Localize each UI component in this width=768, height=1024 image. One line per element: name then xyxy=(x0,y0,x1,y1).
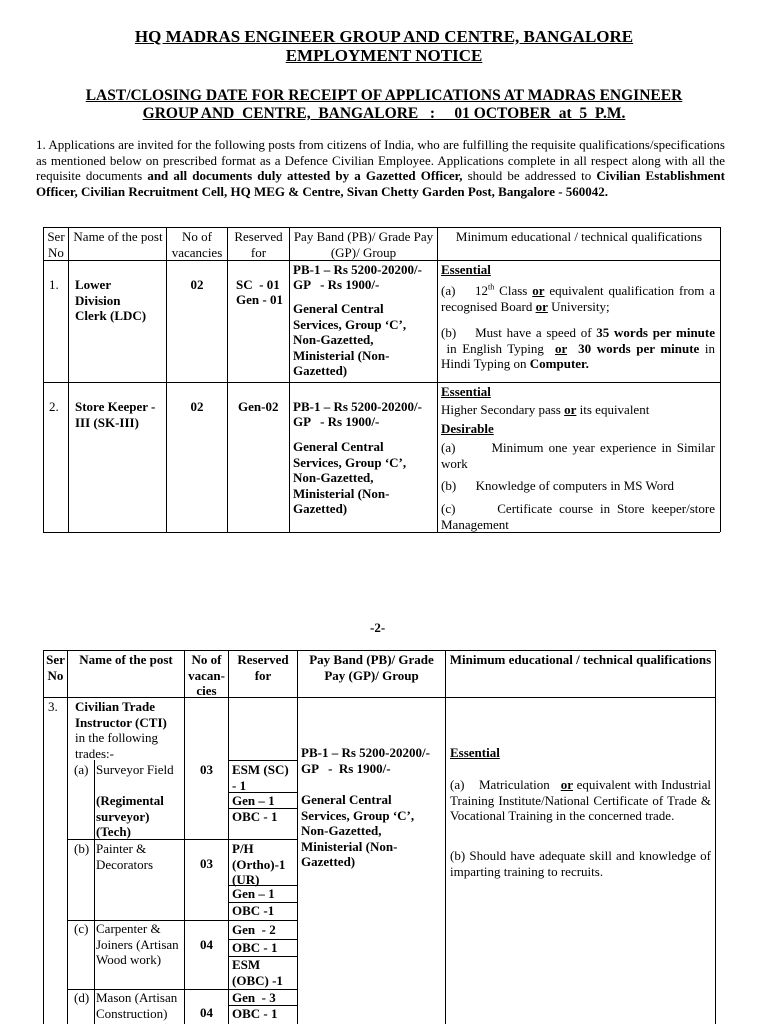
intro-paragraph xyxy=(36,137,725,199)
t1-row1-ser: 1. xyxy=(49,277,59,292)
t2-header-vacancies: No of vacan- cies xyxy=(188,652,225,698)
closing-date-line2: GROUP AND CENTRE, BANGALORE : 01 OCTOBER at 5 P.M. xyxy=(142,105,626,122)
intro-attestation: and all documents duly attested by a Gazetted Officer, xyxy=(147,168,463,183)
trade-a-reserved-2: Gen – 1 xyxy=(232,793,275,808)
t1-header-pay: Pay Band (PB)/ Grade Pay (GP)/ Group xyxy=(293,229,434,260)
t1-row2-essential-text: Higher Secondary pass or its equivalent xyxy=(441,402,650,417)
t2-row3-essential-heading: Essential xyxy=(450,745,500,760)
trade-c-reserved-1: Gen - 2 xyxy=(232,922,276,937)
t1-header-qualifications: Minimum educational / technical qualifications xyxy=(455,229,703,244)
trade-a-letter: (a) xyxy=(74,762,89,777)
trade-c-name: Carpenter & Joiners (Artisan Wood work) xyxy=(96,921,179,967)
t1-header-ser: Ser No xyxy=(47,229,65,260)
trade-b-reserved-1: P/H (Ortho)-1 (UR) xyxy=(232,841,286,887)
trade-a-reserved-1: ESM (SC) - 1 xyxy=(232,762,289,793)
trade-d-reserved-2: OBC - 1 xyxy=(232,1006,278,1021)
t1-row1-reserved-gen: Gen - 01 xyxy=(236,292,283,307)
t1-row1-group: General Central Services, Group ‘C’, Non-Gazetted, Ministerial (Non- Gazetted) xyxy=(293,301,407,378)
t2-row3-group: General Central Services, Group ‘C’, Non-Gazetted, Ministerial (Non- Gazetted) xyxy=(301,792,415,869)
t1-row1-payband: PB-1 – Rs 5200-20200/- xyxy=(293,262,422,277)
t1-row1-post: Lower Division Clerk (LDC) xyxy=(75,277,147,323)
trade-d-letter: (d) xyxy=(74,990,90,1005)
t2-row3-gradepay: GP - Rs 1900/- xyxy=(301,761,391,776)
t2-header-pay: Pay Band (PB)/ Grade Pay (GP)/ Group xyxy=(309,652,434,683)
intro-address: Civilian Establishment Officer, Civilian Recruitment Cell, HQ MEG & Centre, Sivan Chetty Garden Post, Bangalore - 560042. xyxy=(36,168,725,199)
t1-row1-qualification-a: (a) 12th Class or equivalent qualification from a recognised Board or University; xyxy=(441,282,715,314)
t1-row2-post: Store Keeper - III (SK-III) xyxy=(75,399,156,430)
trade-b-letter: (b) xyxy=(74,841,90,856)
trade-b-reserved-2: Gen – 1 xyxy=(232,886,275,901)
t1-row2-payband: PB-1 – Rs 5200-20200/- xyxy=(293,399,422,414)
trade-c-letter: (c) xyxy=(74,921,89,936)
intro-text-2: should be addressed to xyxy=(462,168,597,183)
t1-row2-desirable-heading: Desirable xyxy=(441,421,494,436)
t1-header-reserved: Reserved for xyxy=(234,229,283,260)
t1-row2-desirable-b: (b) Knowledge of computers in MS Word xyxy=(441,478,675,493)
trade-a-designation: (Regimental surveyor) (Tech) xyxy=(96,793,164,839)
t1-row1-qualification-b: (b) Must have a speed of 35 words per minute in English Typing or 30 words per minute in Hindi Typing on Computer. xyxy=(441,325,715,371)
t2-row3-payband: PB-1 – Rs 5200-20200/- xyxy=(301,745,430,760)
t2-row3-title: Civilian Trade Instructor (CTI) xyxy=(75,699,167,730)
trade-c-vacancies: 04 xyxy=(200,937,213,952)
trade-a-reserved-3: OBC - 1 xyxy=(232,809,278,824)
page-number: -2- xyxy=(370,620,386,635)
t2-header-ser: Ser No xyxy=(46,652,65,683)
t1-row1-reserved-sc: SC - 01 xyxy=(236,277,280,292)
intro-text-1: 1. Applications are invited for the following posts from citizens of India, who are fulfilling the requisite qualifications/specifications as mentioned below on prescribed format as a Defence Civilian Employee. Applications complete in all respect along with all the requisite documents xyxy=(36,137,725,183)
closing-date-line1: LAST/CLOSING DATE FOR RECEIPT OF APPLICATIONS AT MADRAS ENGINEER xyxy=(85,87,683,104)
trade-b-reserved-3: OBC -1 xyxy=(232,903,275,918)
t1-row2-group: General Central Services, Group ‘C’, Non-Gazetted, Ministerial (Non- Gazetted) xyxy=(293,439,407,516)
t2-header-reserved: Reserved for xyxy=(237,652,289,683)
t2-row3-subtitle: in the following trades:- xyxy=(75,730,159,761)
t1-row1-essential-heading: Essential xyxy=(441,262,491,277)
trade-a-name: Surveyor Field xyxy=(96,762,174,777)
trade-d-name: Mason (Artisan Construction) xyxy=(96,990,178,1021)
t1-row2-desirable-a: (a) Minimum one year experience in Similar work xyxy=(441,440,719,471)
t1-row2-gradepay: GP - Rs 1900/- xyxy=(293,414,380,429)
trade-c-reserved-3: ESM (OBC) -1 xyxy=(232,957,283,988)
t2-row3-qualification-a: (a) Matriculation or equivalent with Industrial Training Institute/National Certificate of Trade & Vocational Training in the concerned trade. xyxy=(450,777,711,823)
t1-row2-reserved: Gen-02 xyxy=(238,399,279,414)
t1-row2-desirable-c: (c) Certificate course in Store keeper/store Management xyxy=(441,501,719,532)
t1-row2-vacancies: 02 xyxy=(190,399,204,414)
t1-row1-vacancies: 02 xyxy=(190,277,204,292)
t2-row3-ser: 3. xyxy=(48,699,58,714)
t2-header-qualifications: Minimum educational / technical qualifications xyxy=(449,652,712,667)
notice-title-line1: HQ MADRAS ENGINEER GROUP AND CENTRE, BANGALORE xyxy=(134,27,634,46)
t2-row3-qualification-b: (b) Should have adequate skill and knowledge of imparting training to recruits. xyxy=(450,848,711,879)
trade-a-vacancies: 03 xyxy=(200,762,213,777)
t1-header-vacancies: No of vacancies xyxy=(171,229,223,260)
notice-title-line2: EMPLOYMENT NOTICE xyxy=(285,46,483,65)
trade-d-reserved-1: Gen - 3 xyxy=(232,990,276,1005)
t1-row1-gradepay: GP - Rs 1900/- xyxy=(293,277,380,292)
t1-row2-ser: 2. xyxy=(49,399,59,414)
t1-row2-essential-heading: Essential xyxy=(441,384,491,399)
trade-b-vacancies: 03 xyxy=(200,856,213,871)
t1-header-name: Name of the post xyxy=(73,229,163,244)
trade-d-vacancies: 04 xyxy=(200,1005,213,1020)
trade-b-name: Painter & Decorators xyxy=(96,841,154,872)
t2-header-name: Name of the post xyxy=(79,652,173,667)
trade-c-reserved-2: OBC - 1 xyxy=(232,940,278,955)
